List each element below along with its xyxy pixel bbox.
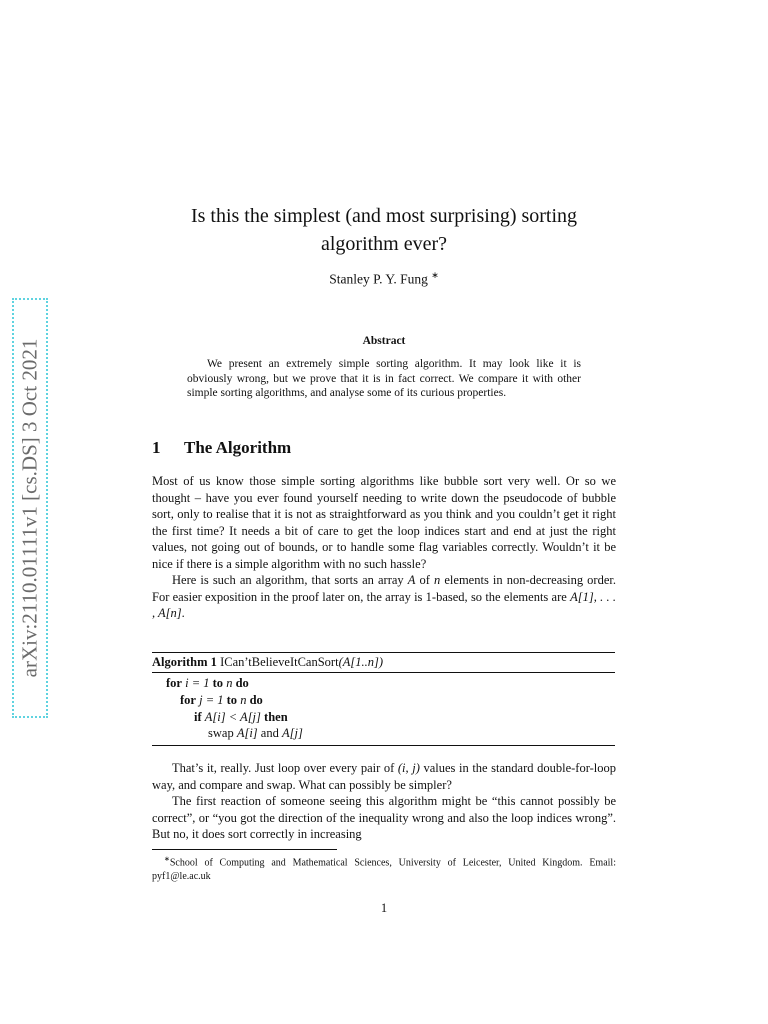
section-number: 1 [152, 438, 161, 457]
keyword-then: then [264, 709, 288, 724]
paragraph-2-part: . [181, 606, 185, 620]
keyword-do: do [249, 692, 263, 707]
abstract-text: We present an extremely simple sorting algorithm. It may look like it is obviously wrong, but we prove that it is in fact correct. We compare it with other simple sorting algorithms, and analyse some of its curious properties. [187, 358, 581, 399]
keyword-to: to [226, 692, 238, 707]
math-A: A [407, 573, 416, 587]
swap-and: and [257, 726, 282, 741]
algorithm-name: ICan’tBelieveItCanSort [220, 655, 339, 669]
math-pair: (i, j) [397, 761, 420, 775]
footnote-mark: ∗ [164, 855, 170, 863]
algorithm-caption [152, 653, 615, 673]
paragraph-2 [152, 572, 616, 622]
footnote-rule [152, 849, 337, 850]
keyword-for: for [180, 692, 196, 707]
keyword-for: for [166, 676, 182, 690]
abstract-heading: Abstract [362, 335, 406, 347]
loop-init: j = 1 [199, 692, 224, 707]
footnote-text: School of Computing and Mathematical Sciences, University of Leicester, United Kingdom. Email: pyf1@le.ac.uk [152, 857, 616, 883]
section-heading [152, 438, 291, 458]
loop-init: i = 1 [185, 676, 210, 690]
paragraph-1: Most of us know those simple sorting algorithms like bubble sort very well. Or so we thought – have you ever found yourself needing to write down the pseudocode of bubble sort, only to realise that it is not as straightforward as you think and you couldn’t get it right the first time? It needs a bit of care to get the loop indices start and end at just the right values, not going out of bounds, or to handle some flag variables correctly. Wouldn’t it be nice if there is a simple algorithm with no such hassle? [152, 474, 616, 571]
algorithm-line-2 [152, 692, 615, 709]
swap-text: swap [208, 726, 237, 741]
algorithm-line-3 [152, 709, 615, 726]
math-n: n [434, 573, 441, 587]
swap-operand-b: A[j] [281, 726, 303, 741]
paragraph-3 [152, 760, 616, 793]
algorithm-line-1 [152, 675, 615, 692]
title-line-1: Is this the simplest (and most surprising) sorting [190, 205, 578, 227]
paragraph-3-part: values in the standard double-for-loop way, and compare and swap. What can possibly be simpler? [152, 761, 617, 792]
body-block-1 [152, 473, 616, 622]
paragraph-4: The first reaction of someone seeing this algorithm might be “this cannot possibly be correct”, or “you got the direction of the inequality wrong and also the loop indices wrong”. But no, it does sort correctly in increasing [152, 794, 616, 841]
algorithm-label: Algorithm 1 [152, 655, 217, 669]
author-name: Stanley P. Y. Fung [329, 271, 428, 287]
math-array-range: A[1], . . . , A[n] [152, 589, 616, 620]
paper-title [140, 202, 628, 258]
loop-bound: n [226, 676, 233, 690]
title-line-2: algorithm ever? [320, 233, 448, 255]
paragraph-3-part: That’s it, really. Just loop over every pair of [172, 761, 398, 775]
page-number: 1 [380, 901, 388, 915]
keyword-if: if [194, 709, 202, 724]
loop-bound: n [240, 692, 247, 707]
paragraph-2-part: of [415, 573, 435, 587]
swap-operand-a: A[i] [236, 726, 258, 741]
body-block-2 [152, 760, 616, 843]
algorithm-box [152, 652, 615, 746]
section-title: The Algorithm [184, 438, 292, 457]
paragraph-2-part: elements in non-decreasing order. For easier exposition in the proof later on, the array is 1-based, so the elements are [152, 573, 616, 604]
arxiv-side-stamp [12, 298, 48, 718]
author-line [140, 270, 628, 288]
paragraph-2-part: Here is such an algorithm, that sorts an array [172, 573, 408, 587]
keyword-to: to [212, 676, 224, 690]
condition: A[i] < A[j] [204, 709, 261, 724]
algorithm-line-4 [152, 725, 615, 742]
keyword-do: do [235, 676, 249, 690]
footnote [152, 852, 616, 884]
algorithm-arg: (A[1..n]) [338, 655, 384, 669]
author-footnote-mark: ∗ [431, 270, 439, 280]
algorithm-body [152, 673, 615, 745]
arxiv-identifier: arXiv:2110.01111v1 [cs.DS] 3 Oct 2021 [17, 338, 42, 678]
